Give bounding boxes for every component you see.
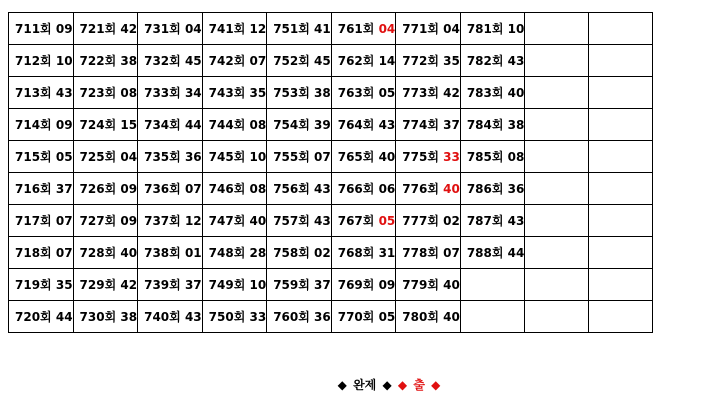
round-label: 728회 — [79, 246, 117, 260]
drawn-number: 09 — [55, 118, 73, 132]
table-cell — [9, 13, 74, 45]
drawn-number: 40 — [443, 278, 460, 292]
table-row — [9, 141, 653, 173]
round-label: 756회 — [273, 182, 310, 196]
round-label: 785회 — [466, 150, 504, 164]
drawn-number: 38 — [314, 86, 331, 100]
drawn-number: 08 — [120, 86, 138, 100]
drawn-number: 33 — [443, 150, 460, 164]
round-label: 725회 — [79, 150, 117, 164]
drawn-number: 40 — [120, 246, 138, 260]
round-label: 738회 — [144, 246, 181, 260]
round-label: 779회 — [402, 278, 439, 292]
table-cell — [525, 205, 589, 237]
drawn-number: 38 — [120, 54, 138, 68]
table-cell — [73, 269, 138, 301]
round-label: 721회 — [79, 22, 117, 36]
table-cell — [73, 13, 138, 45]
drawn-number: 44 — [55, 310, 73, 324]
drawn-number: 04 — [184, 22, 202, 36]
drawn-number: 42 — [443, 86, 460, 100]
drawn-number: 05 — [378, 86, 396, 100]
round-label: 723회 — [79, 86, 117, 100]
table-cell — [331, 237, 396, 269]
drawn-number: 35 — [249, 86, 267, 100]
round-label: 736회 — [144, 182, 181, 196]
drawn-number: 43 — [507, 54, 525, 68]
table-row — [9, 45, 653, 77]
round-label: 751회 — [273, 22, 310, 36]
round-label: 784회 — [466, 118, 504, 132]
round-label: 730회 — [79, 310, 117, 324]
round-label: 764회 — [337, 118, 375, 132]
table-cell — [202, 13, 267, 45]
table-cell — [396, 237, 461, 269]
drawn-number: 09 — [55, 22, 73, 36]
table-cell — [589, 141, 653, 173]
round-label: 753회 — [273, 86, 310, 100]
table-cell — [9, 173, 74, 205]
table-cell — [331, 109, 396, 141]
table-cell — [525, 173, 589, 205]
round-label: 780회 — [402, 310, 439, 324]
round-label: 748회 — [208, 246, 246, 260]
table-cell — [460, 205, 525, 237]
table-cell — [202, 109, 267, 141]
drawn-number: 15 — [120, 118, 138, 132]
round-label: 782회 — [466, 54, 504, 68]
round-label: 747회 — [208, 214, 246, 228]
drawn-number: 36 — [314, 310, 331, 324]
round-label: 760회 — [273, 310, 310, 324]
drawn-number: 07 — [184, 182, 202, 196]
drawn-number: 36 — [184, 150, 202, 164]
table-cell — [525, 13, 589, 45]
table-cell — [73, 237, 138, 269]
round-label: 788회 — [466, 246, 504, 260]
table-cell — [396, 269, 461, 301]
drawn-number: 08 — [249, 182, 267, 196]
drawn-number: 38 — [120, 310, 138, 324]
round-label: 769회 — [337, 278, 375, 292]
table-cell — [9, 269, 74, 301]
round-label: 774회 — [402, 118, 439, 132]
round-label: 759회 — [273, 278, 310, 292]
table-cell — [9, 237, 74, 269]
table-cell — [202, 301, 267, 333]
drawn-number: 43 — [55, 86, 73, 100]
round-label: 718회 — [15, 246, 52, 260]
table-cell — [525, 109, 589, 141]
table-cell — [9, 141, 74, 173]
table-cell — [138, 173, 203, 205]
round-label: 761회 — [337, 22, 375, 36]
round-label: 741회 — [208, 22, 246, 36]
round-label: 787회 — [466, 214, 504, 228]
drawn-number: 44 — [507, 246, 525, 260]
table-cell — [460, 237, 525, 269]
drawn-number: 37 — [55, 182, 73, 196]
table-cell — [525, 77, 589, 109]
drawn-number: 37 — [443, 118, 460, 132]
table-cell — [589, 77, 653, 109]
drawn-number: 43 — [507, 214, 525, 228]
round-label: 767회 — [337, 214, 375, 228]
drawn-number: 09 — [120, 182, 138, 196]
drawn-number: 44 — [184, 118, 202, 132]
drawn-number: 45 — [314, 54, 331, 68]
table-cell — [73, 301, 138, 333]
drawn-number: 31 — [378, 246, 396, 260]
round-label: 712회 — [15, 54, 52, 68]
drawn-number: 28 — [249, 246, 267, 260]
table-cell — [267, 141, 332, 173]
drawn-number: 05 — [55, 150, 73, 164]
round-label: 763회 — [337, 86, 375, 100]
drawn-number: 02 — [314, 246, 331, 260]
table-cell — [396, 173, 461, 205]
table-cell — [202, 173, 267, 205]
drawn-number: 09 — [120, 214, 138, 228]
table-cell — [396, 13, 461, 45]
round-label: 752회 — [273, 54, 310, 68]
drawn-number: 36 — [507, 182, 525, 196]
table-cell — [267, 301, 332, 333]
table-cell — [331, 301, 396, 333]
table-cell — [202, 205, 267, 237]
round-label: 768회 — [337, 246, 375, 260]
drawn-number: 37 — [314, 278, 331, 292]
table-row — [9, 173, 653, 205]
table-cell — [525, 301, 589, 333]
round-label: 715회 — [15, 150, 52, 164]
drawn-number: 42 — [120, 278, 138, 292]
round-label: 770회 — [337, 310, 375, 324]
round-label: 722회 — [79, 54, 117, 68]
table-cell — [9, 77, 74, 109]
drawn-number: 05 — [378, 214, 396, 228]
round-label: 743회 — [208, 86, 246, 100]
table-cell — [460, 45, 525, 77]
drawn-number: 45 — [184, 54, 202, 68]
drawn-number: 07 — [55, 214, 73, 228]
table-cell — [202, 77, 267, 109]
round-label: 727회 — [79, 214, 117, 228]
round-label: 786회 — [466, 182, 504, 196]
drawn-number: 14 — [378, 54, 396, 68]
drawn-number: 12 — [184, 214, 202, 228]
table-cell — [138, 77, 203, 109]
table-cell — [73, 109, 138, 141]
legend-red-label: 출 — [413, 378, 425, 392]
drawn-number: 07 — [249, 54, 267, 68]
table-cell — [460, 141, 525, 173]
table-cell — [589, 237, 653, 269]
round-label: 778회 — [402, 246, 439, 260]
table-cell — [202, 141, 267, 173]
table-cell — [396, 77, 461, 109]
table-cell — [73, 141, 138, 173]
table-cell — [460, 301, 525, 333]
round-label: 734회 — [144, 118, 181, 132]
round-label: 716회 — [15, 182, 52, 196]
legend — [0, 376, 701, 393]
table-cell — [460, 173, 525, 205]
drawn-number: 35 — [55, 278, 73, 292]
table-cell — [138, 13, 203, 45]
legend-black-label: 완제 — [353, 378, 377, 392]
black-diamond-icon: ◆ — [337, 378, 347, 392]
drawn-number: 43 — [314, 214, 331, 228]
table-cell — [267, 205, 332, 237]
table-cell — [331, 269, 396, 301]
table-cell — [73, 205, 138, 237]
table-cell — [331, 205, 396, 237]
table-row — [9, 109, 653, 141]
round-label: 775회 — [402, 150, 439, 164]
drawn-number: 10 — [249, 150, 267, 164]
round-label: 776회 — [402, 182, 439, 196]
table-cell — [9, 301, 74, 333]
table-row — [9, 13, 653, 45]
table-row — [9, 205, 653, 237]
round-label: 735회 — [144, 150, 181, 164]
table-cell — [525, 269, 589, 301]
table-cell — [138, 269, 203, 301]
table-cell — [331, 77, 396, 109]
round-label: 745회 — [208, 150, 246, 164]
drawn-number: 06 — [378, 182, 396, 196]
drawn-number: 02 — [443, 214, 460, 228]
table-cell — [267, 269, 332, 301]
table-row — [9, 237, 653, 269]
table-cell — [525, 45, 589, 77]
round-label: 711회 — [15, 22, 52, 36]
round-label: 750회 — [208, 310, 246, 324]
drawn-number: 33 — [249, 310, 267, 324]
round-label: 732회 — [144, 54, 181, 68]
table-cell — [460, 109, 525, 141]
drawn-number: 38 — [507, 118, 525, 132]
table-cell — [267, 109, 332, 141]
drawn-number: 04 — [378, 22, 396, 36]
round-label: 719회 — [15, 278, 52, 292]
drawn-number: 08 — [507, 150, 525, 164]
round-label: 766회 — [337, 182, 375, 196]
round-label: 726회 — [79, 182, 117, 196]
round-label: 739회 — [144, 278, 181, 292]
table-cell — [460, 269, 525, 301]
draw-results-table — [8, 12, 653, 333]
table-row — [9, 77, 653, 109]
table-cell — [525, 141, 589, 173]
table-cell — [331, 141, 396, 173]
table-cell — [267, 45, 332, 77]
table-cell — [202, 269, 267, 301]
round-label: 762회 — [337, 54, 375, 68]
table-cell — [589, 301, 653, 333]
red-diamond-icon: ◆ — [397, 378, 408, 392]
table-row — [9, 269, 653, 301]
drawn-number: 43 — [184, 310, 202, 324]
drawn-number: 04 — [443, 22, 460, 36]
table-cell — [589, 173, 653, 205]
drawn-number: 40 — [443, 310, 460, 324]
table-cell — [525, 237, 589, 269]
drawn-number: 07 — [314, 150, 331, 164]
table-cell — [138, 141, 203, 173]
drawn-number: 08 — [249, 118, 267, 132]
round-label: 765회 — [337, 150, 375, 164]
table-cell — [9, 45, 74, 77]
drawn-number: 10 — [507, 22, 525, 36]
drawn-number: 40 — [507, 86, 525, 100]
round-label: 773회 — [402, 86, 439, 100]
round-label: 742회 — [208, 54, 246, 68]
table-cell — [73, 45, 138, 77]
round-label: 758회 — [273, 246, 310, 260]
table-cell — [460, 13, 525, 45]
round-label: 720회 — [15, 310, 52, 324]
table-cell — [267, 13, 332, 45]
table-cell — [589, 269, 653, 301]
drawn-number: 37 — [184, 278, 202, 292]
table-cell — [331, 45, 396, 77]
round-label: 754회 — [273, 118, 310, 132]
table-cell — [396, 301, 461, 333]
round-label: 740회 — [144, 310, 181, 324]
table-cell — [396, 109, 461, 141]
drawn-number: 42 — [120, 22, 138, 36]
round-label: 771회 — [402, 22, 439, 36]
drawn-number: 40 — [443, 182, 460, 196]
table-cell — [589, 205, 653, 237]
round-label: 746회 — [208, 182, 246, 196]
round-label: 755회 — [273, 150, 310, 164]
table-cell — [138, 109, 203, 141]
round-label: 724회 — [79, 118, 117, 132]
table-cell — [138, 301, 203, 333]
table-cell — [9, 205, 74, 237]
table-cell — [267, 237, 332, 269]
table-cell — [396, 205, 461, 237]
drawn-number: 34 — [184, 86, 202, 100]
table-cell — [460, 77, 525, 109]
round-label: 731회 — [144, 22, 181, 36]
table-cell — [331, 173, 396, 205]
round-label: 757회 — [273, 214, 310, 228]
round-label: 777회 — [402, 214, 439, 228]
round-label: 783회 — [466, 86, 504, 100]
table-cell — [589, 45, 653, 77]
drawn-number: 35 — [443, 54, 460, 68]
drawn-number: 10 — [55, 54, 73, 68]
round-label: 737회 — [144, 214, 181, 228]
drawn-number: 43 — [378, 118, 396, 132]
drawn-number: 40 — [378, 150, 396, 164]
drawn-number: 39 — [314, 118, 331, 132]
table-cell — [202, 237, 267, 269]
table-cell — [589, 13, 653, 45]
table-cell — [202, 45, 267, 77]
drawn-number: 10 — [249, 278, 267, 292]
drawn-number: 43 — [314, 182, 331, 196]
round-label: 713회 — [15, 86, 52, 100]
table-cell — [589, 109, 653, 141]
round-label: 717회 — [15, 214, 52, 228]
round-label: 781회 — [466, 22, 504, 36]
round-label: 772회 — [402, 54, 439, 68]
table-cell — [396, 45, 461, 77]
table-cell — [267, 173, 332, 205]
round-label: 733회 — [144, 86, 181, 100]
table-cell — [138, 237, 203, 269]
table-cell — [73, 77, 138, 109]
red-diamond-icon: ◆ — [431, 378, 441, 392]
drawn-number: 05 — [378, 310, 396, 324]
table-cell — [9, 109, 74, 141]
drawn-number: 07 — [443, 246, 460, 260]
round-label: 744회 — [208, 118, 246, 132]
table-cell — [331, 13, 396, 45]
black-diamond-icon: ◆ — [382, 378, 392, 392]
drawn-number: 40 — [249, 214, 267, 228]
table-cell — [73, 173, 138, 205]
drawn-number: 12 — [249, 22, 267, 36]
drawn-number: 09 — [378, 278, 396, 292]
drawn-number: 04 — [120, 150, 138, 164]
drawn-number: 07 — [55, 246, 73, 260]
drawn-number: 41 — [314, 22, 331, 36]
table-cell — [138, 45, 203, 77]
drawn-number: 01 — [184, 246, 202, 260]
round-label: 714회 — [15, 118, 52, 132]
table-cell — [267, 77, 332, 109]
table-cell — [138, 205, 203, 237]
round-label: 749회 — [208, 278, 246, 292]
round-label: 729회 — [79, 278, 117, 292]
table-cell — [396, 141, 461, 173]
table-row — [9, 301, 653, 333]
